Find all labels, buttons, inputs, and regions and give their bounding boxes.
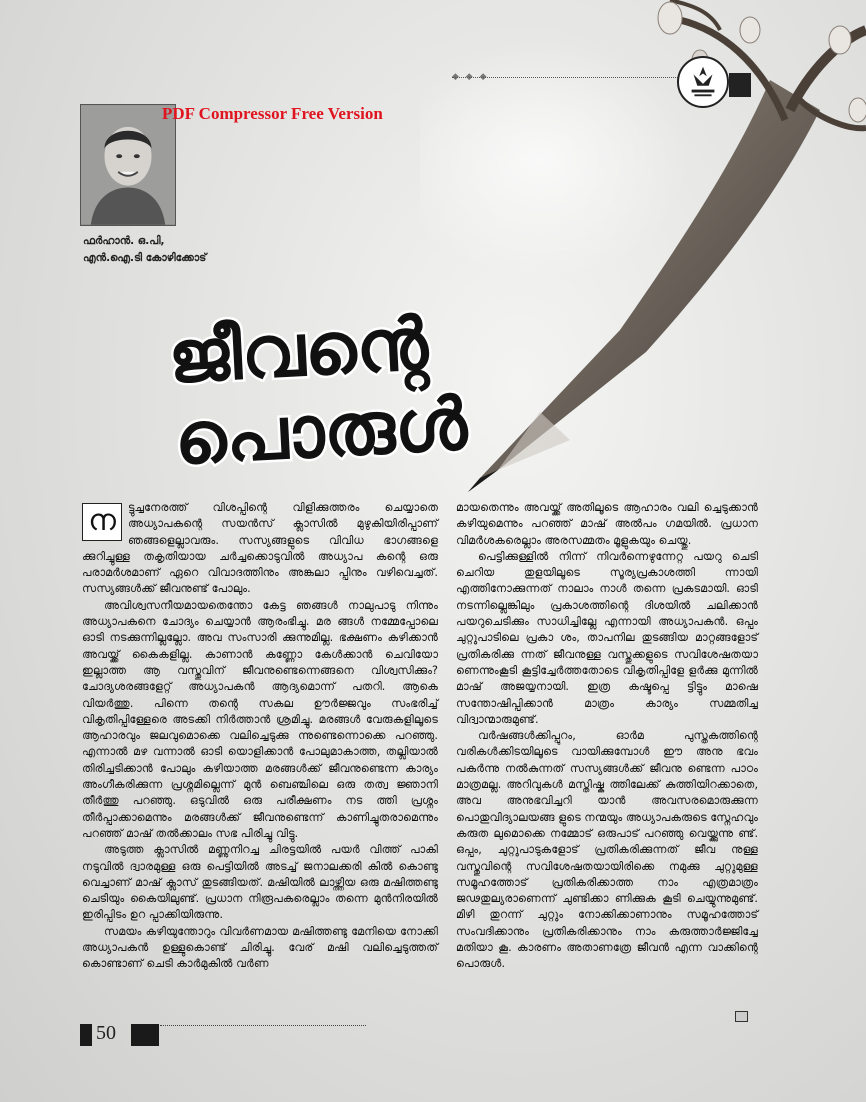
- author-institution: എൻ.ഐ.ടി കോഴിക്കോട്: [83, 252, 207, 264]
- article-paragraph: മായതെന്നും അവയ്ക്ക് അതിലൂടെ ആഹാരം വലി ച്ചെടുക്കാൻ കഴിയുമെന്നും പറഞ്ഞ് മാഷ് അൽപം ഗമയിൽ. പ്രധാന വിമർശകരെല്ലാം അരസമ്മതം മൂളുകയും ചെയ്തു.: [456, 501, 758, 547]
- author-name: ഫർഹാൻ. ഒ.പി,: [83, 235, 165, 247]
- folio-block-right: [131, 1024, 159, 1046]
- article-paragraph: ന ട്ടുച്ചനേരത്ത് വിശപ്പിന്റെ വിളിക്കുത്തരം ചെയ്യാതെ അധ്യാപകന്റെ സയൻസ് ക്ലാസിൽ മുഴുകിയിരിപ്പാണ് ഞങ്ങളെല്ലാവരും. സസ്യങ്ങളുടെ വിവിധ ഭാഗങ്ങളെ ക്കുറിച്ചുള്ള തകൃതിയായ ചർച്ചക്കൊടുവിൽ അധ്യാപ കന്റെ ഒരു പരാമർശമാണ് ഏറെ വിവാദത്തിനും അങ്കലാ പ്പിനും വഴിവെച്ചത്. സസ്യങ്ങൾക്ക് ജീവനുണ്ട് പോലും.: [82, 501, 438, 596]
- watermark-text: PDF Compressor Free Version: [162, 104, 383, 123]
- article-paragraph: വർഷങ്ങൾക്കിപ്പുറം, ഓർമ പുസ്തകത്തിന്റെ വരികൾക്കിടയിലൂടെ വായിക്കുമ്പോൾ ഈ അനു ഭവം പകർന്നു നൽകുന്നത് സസ്യങ്ങൾക്ക് ജീവനു ണ്ടെന്ന പാഠം മാത്രമല്ല. അറിവുകൾ മസ്തിഷ്ക ത്തിലേക്ക് കുത്തിയിറക്കാതെ, അവ അനുഭവിച്ചറി യാൻ അവസരമൊരുക്കുന്ന പൊതുവിദ്യാലയങ്ങ ളുടെ നന്മയും അധ്യാപകരുടെ സ്നേഹവും കരുത ലുമൊക്കെ നമ്മോട് ഒരുപാട് പറഞ്ഞു വെയ്ക്കുന്നു ണ്ട്. ഒപ്പം, ചുറ്റുപാടുകളോട് പ്രതികരിക്കുന്നത് ജീവ നുള്ള വസ്തുവിന്റെ സവിശേഷതയായിരിക്കെ നമുക്കു ചുറ്റുമുള്ള സമൂഹത്തോട് പ്രതികരിക്കാത്ത നാം എത്രമാത്രം ജഢതുല്യരാണെന്ന് ചുണ്ടിക്കാ ണിക്കുക കൂടി ചെയ്യുന്നുമുണ്ട്. മിഴി തുറന്ന് ചുറ്റും നോക്കിക്കാണാനും സമൂഹത്തോട് സംവദിക്കാനും പ്രതികരിക്കാനും നാം കരുത്താർജ്ജിച്ചേ മതിയാ കൂ. കാരണം അതാണത്രേ ജീവൻ എന്ന വാക്കിന്റെ പൊരുൾ.: [456, 729, 758, 971]
- end-of-article-icon: [735, 1011, 748, 1022]
- top-ornament-dots: ◆ ◆ ◆: [452, 72, 489, 82]
- title-line-1: ജീവന്റെ: [166, 301, 430, 399]
- logo-tab: [729, 73, 751, 97]
- author-byline: [83, 233, 206, 267]
- article-paragraph: അടുത്ത ക്ലാസിൽ മണ്ണുനിറച്ച ചിരട്ടയിൽ പയർ വിത്ത് പാകി നടുവിൽ ദ്വാരമുള്ള ഒരു പെട്ടിയിൽ അടച്ച് ജനാലക്കരി കിൽ കൊണ്ടു വെച്ചാണ് മാഷ് ക്ലാസ് തുടങ്ങിയത്. മഷിയിൽ ലാഴ്ത്തിയ ഒരു മഷിത്തണ്ടു ചെടിയും കൈയിലുണ്ട്. പ്രധാന നിരൂപകരെല്ലാം തന്നെ മുൻനിരയിൽ ഇരിപ്പിടം ഉറ പ്പാക്കിയിരുന്നു.: [82, 843, 438, 922]
- article-column-right: [456, 500, 758, 973]
- magazine-logo-icon: [677, 56, 729, 108]
- page-number: 50: [96, 1022, 116, 1044]
- footer-dotted-rule: [160, 1025, 366, 1026]
- article-title: [150, 292, 570, 481]
- folio-block-left: [80, 1024, 92, 1046]
- drop-cap: ന: [82, 503, 122, 541]
- article-paragraph: അവിശ്വസനീയമായതെന്തോ കേട്ട ഞങ്ങൾ നാലുപാടു നിന്നും അധ്യാപകനെ ചോദ്യം ചെയ്യാൻ ആരംഭിച്ചു. മര ങ്ങൾ നമ്മേപ്പോലെ ഓടി നടക്കുന്നില്ലല്ലോ. അവ സംസാരി ക്കുന്നുമില്ല. ഭക്ഷണം കഴിക്കാൻ അവയ്ക്ക് കൈകളില്ല. കാണാൻ കണ്ണോ കേൾക്കാൻ ചെവിയോ ഇല്ലാത്ത ആ വസ്തുവിന് ജീവനുണ്ടെന്നെങ്ങനെ വിശ്വസിക്കും? ചോദ്യശരങ്ങളേറ്റ് അധ്യാപകൻ ആദ്യമൊന്ന് പതറി. ആകെ വിയർത്തു. പിന്നെ തന്റെ സകല ഊർജ്ജവും സംഭരിച്ച് വികൃതിപ്പിള്ളേരെ അടക്കി നിർത്താൻ ശ്രമിച്ചു. മരങ്ങൾ വേരുകളിലൂടെ ആഹാരവും ജലവുമൊക്കെ വലിച്ചെടുക്കു ന്നുണ്ടെന്നൊക്കെ പറഞ്ഞു. എന്നാൽ മഴ വന്നാൽ ഓടി യൊളിക്കാൻ പോലുമാകാത്ത, തല്ലിയാൽ തിരിച്ചടിക്കാൻ പോലും കഴിയാത്ത മരങ്ങൾക്ക് ജീവനുണ്ടെന്ന കാര്യം അംഗീകരിക്കുന്ന പ്രശ്നമില്ലെന്ന് മുൻ ബെഞ്ചിലെ ഒരു തത്വ ജ്ഞാനി തീർത്തു പറഞ്ഞു. ഒടുവിൽ ഒരു പരീക്ഷണം നട ത്തി പ്രശ്നം തീർപ്പാക്കാമെന്നും മരങ്ങൾക്ക് ജീവനുണ്ടെന്ന് കാണിച്ചുതരാമെന്നും പറഞ്ഞ് മാഷ് തൽക്കാലം സഭ പിരിച്ചു വിട്ടു.: [82, 598, 438, 840]
- article-paragraph: പെട്ടിക്കുള്ളിൽ നിന്ന് നിവർന്നെഴുന്നേറ്റ പയറു ചെടി ചെറിയ തുളയിലൂടെ സൂര്യപ്രകാശത്തി ന്നായി എത്തിനോക്കുന്നത് നാലാം നാൾ തന്നെ പ്രകടമായി. ഓടി നടന്നില്ലെങ്കിലും പ്രകാശത്തിന്റെ ദിശയിൽ ചലിക്കാൻ പയറുചെടിക്കും സാധിച്ചില്ലേ എന്നായി അധ്യാപകൻ. ഒപ്പം ചുറ്റുപാടിലെ പ്രകാ ശം, താപനില തുടങ്ങിയ മാറ്റങ്ങളോട് പ്രതികരിക്കു ന്നത് ജീവനുള്ള വസ്തുക്കളുടെ സവിശേഷതയാ ണെന്നുംകൂടി കൂട്ടിച്ചേർത്തതോടെ വികൃതിപ്പിളേ ളർക്കു മുന്നിൽ മാഷ് അജയ്യനായി. ഇത്ര കഷ്ടപ്പെ ട്ടിട്ടും മാഷെ സന്തോഷിപ്പിക്കാൻ മാത്രം കാര്യം സമ്മതിച്ച വിദ്വാന്മാരുമുണ്ട്.: [456, 549, 758, 726]
- article-paragraph: സമയം കഴിയുന്തോറും വിവർണമായ മഷിത്തണ്ടു മേനിയെ നോക്കി അധ്യാപകൻ ഉള്ളുകൊണ്ട് ചിരിച്ചു. വേര് മഷി വലിച്ചെടുത്തത് കൊണ്ടാണ് ചെടി കാർമുകിൽ വർണ: [82, 924, 438, 971]
- title-line-2: പൊരുൾ: [172, 381, 469, 481]
- article-column-left: [82, 500, 438, 973]
- top-dotted-rule: [452, 77, 684, 78]
